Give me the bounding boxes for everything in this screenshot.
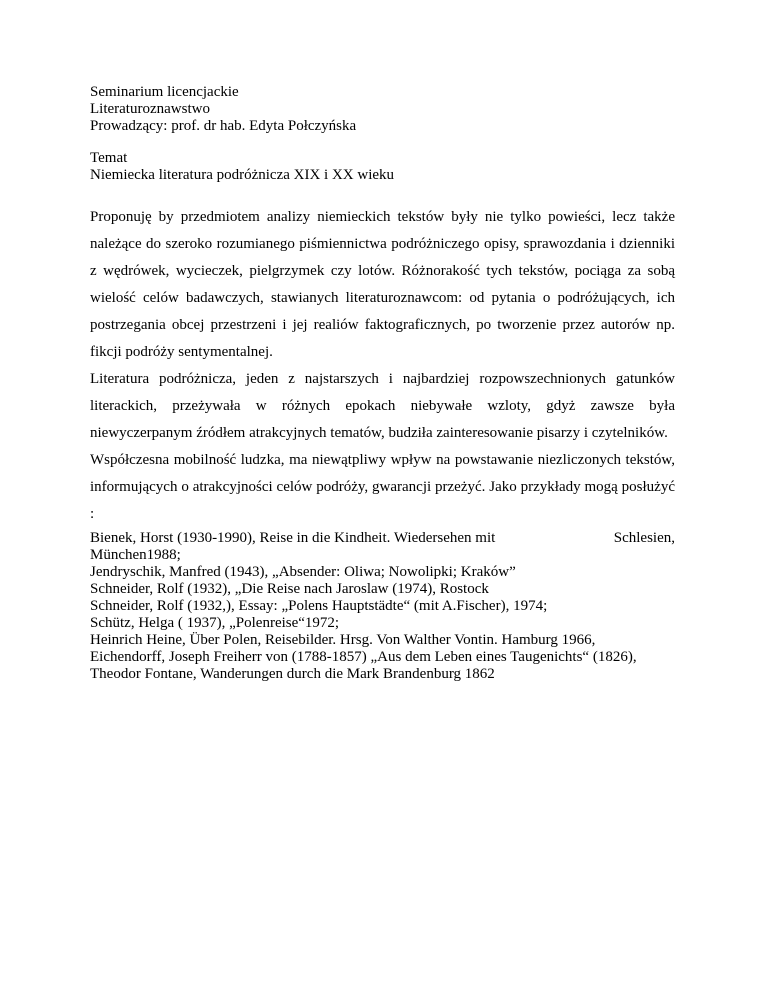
- paragraph-genre: Literatura podróżnicza, jeden z najstarszych i najbardziej rozpowszechnionych gatunków literackich, przeżywała w różnych epokach niebywałe wzloty, gdyż zawsze była niewyczerpanym źródłem atrakcyjnych tematów, budziła zainteresowanie pisarzy i czytelników.: [90, 371, 675, 441]
- reference-item: Schneider, Rolf (1932), „Die Reise nach Jaroslaw (1974), Rostock: [90, 581, 489, 597]
- seminar-field: Literaturoznawstwo: [90, 101, 210, 117]
- topic-label: Temat: [90, 150, 128, 166]
- paragraph-intro: Proponuję by przedmiotem analizy niemieckich tekstów były nie tylko powieści, lecz także należące do szeroko rozumianego piśmiennictwa podróżniczego opisy, sprawozdania i dzienniki z wędrówek, wycieczek, pielgrzymek czy lotów. Różnorakość tych tekstów, pociąga za sobą wielość celów badawczych, stawianych literaturoznawcom: od pytania o podróżujących, ich postrzegania obcej przestrzeni i jej realiów faktograficznych, po tworzenie przez autorów np. fikcji podróży sentymentalnej.: [90, 209, 675, 360]
- document-page: [90, 84, 675, 683]
- reference-item: Theodor Fontane, Wanderungen durch die Mark Brandenburg 1862: [90, 666, 495, 682]
- reference-item: Schütz, Helga ( 1937), „Polenreise“1972;: [90, 615, 340, 631]
- reference-item-text: Schlesien,: [613, 530, 675, 546]
- reference-item-continuation: München1988;: [90, 547, 181, 563]
- seminar-header: [90, 84, 675, 135]
- reference-item: [90, 530, 675, 547]
- reference-list: [90, 530, 675, 683]
- reference-item-text: Bienek, Horst (1930-1990), Reise in die Kindheit. Wiedersehen mit: [90, 530, 496, 546]
- reference-item: Jendryschik, Manfred (1943), „Absender: Oliwa; Nowolipki; Kraków”: [90, 564, 516, 580]
- topic-block: [90, 150, 675, 184]
- reference-item: Schneider, Rolf (1932,), Essay: „Polens Hauptstädte“ (mit A.Fischer), 1974;: [90, 598, 548, 614]
- paragraph-mobility: Współczesna mobilność ludzka, ma niewątpliwy wpływ na powstawanie niezliczonych tekstów, informujących o atrakcyjności celów podróży, gwarancji przeżyć. Jako przykłady mogą posłużyć :: [90, 452, 675, 522]
- topic-title: Niemiecka literatura podróżnicza XIX i XX wieku: [90, 167, 395, 183]
- reference-item: Eichendorff, Joseph Freiherr von (1788-1857) „Aus dem Leben eines Taugenichts“ (1826),: [90, 649, 637, 665]
- reference-item: Heinrich Heine, Über Polen, Reisebilder. Hrsg. Von Walther Vontin. Hamburg 1966,: [90, 632, 596, 648]
- seminar-leader: Prowadzący: prof. dr hab. Edyta Połczyńska: [90, 118, 357, 134]
- seminar-type: Seminarium licencjackie: [90, 84, 239, 100]
